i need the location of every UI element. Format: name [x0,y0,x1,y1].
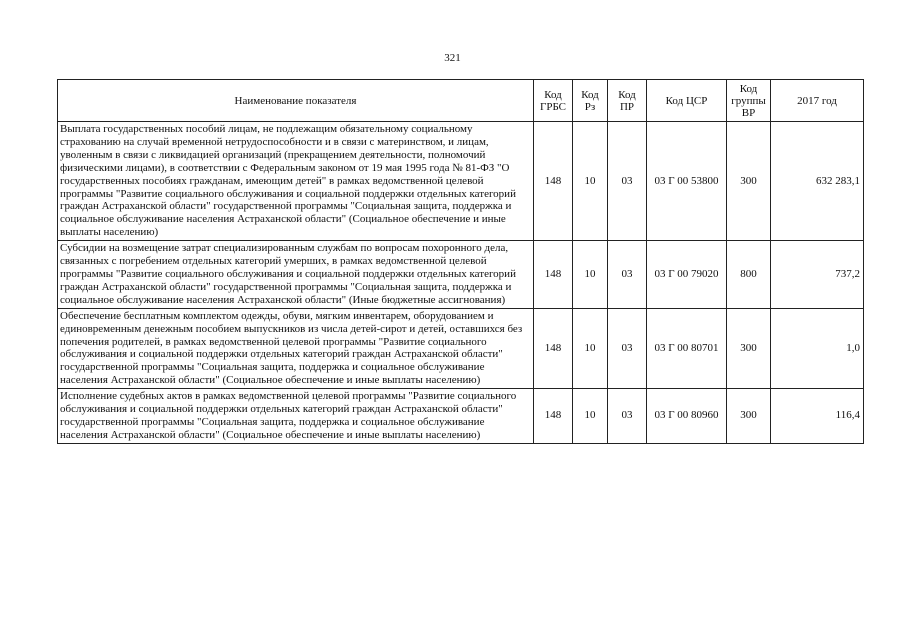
row-vr: 300 [727,122,771,241]
row-pr: 03 [608,308,647,388]
row-name: Субсидии на возмещение затрат специализированным службам по вопросам похоронного дела, связанных с погребением отдельных категорий умерших, в рамках ведомственной целевой программы "Развитие социального обслуживания и социальной поддержки отдельных категорий граждан Астраханской области" государственной программы "Социальная защита, поддержка и социальное обслуживание населения Астраханской области" (Иные бюджетные ассигнования) [58,241,534,309]
row-csr: 03 Г 00 79020 [647,241,727,309]
row-grbs: 148 [534,122,573,241]
row-amount: 737,2 [771,241,864,309]
header-csr: Код ЦСР [647,80,727,122]
row-rz: 10 [573,122,608,241]
header-name: Наименование показателя [58,80,534,122]
table-body [58,122,864,444]
row-amount: 632 283,1 [771,122,864,241]
page-number: 321 [444,52,461,64]
row-name: Исполнение судебных актов в рамках ведомственной целевой программы "Развитие социального обслуживания и социальной поддержки отдельных категорий граждан Астраханской области" государственной программы "Социальная защита, поддержка и социальное обслуживание населения Астраханской области" (Социальное обеспечение и иные выплаты населению) [58,389,534,444]
row-rz: 10 [573,308,608,388]
row-name: Выплата государственных пособий лицам, не подлежащим обязательному социальному страхованию на случай временной нетрудоспособности и в связи с материнством, и лицам, уволенным в связи с ликвидацией организаций (прекращением деятельности, полномочий физическими лицами), в соответствии с Федеральным законом от 19 мая 1995 года № 81-ФЗ "О государственных пособиях гражданам, имеющим детей" в рамках ведомственной целевой программы "Развитие социального обслуживания и социальной поддержки отдельных категорий граждан Астраханской области" государственной программы "Социальная защита, поддержка и социальное обслуживание населения Астраханской области" (Социальное обеспечение и иные выплаты населению) [58,122,534,241]
table-row [58,308,864,388]
row-pr: 03 [608,241,647,309]
row-amount: 1,0 [771,308,864,388]
row-amount: 116,4 [771,389,864,444]
row-rz: 10 [573,241,608,309]
table-row [58,241,864,309]
row-vr: 800 [727,241,771,309]
header-pr: Код ПР [608,80,647,122]
budget-table [57,79,864,444]
row-grbs: 148 [534,308,573,388]
row-grbs: 148 [534,241,573,309]
header-year: 2017 год [771,80,864,122]
header-vr: Код группы ВР [727,80,771,122]
row-vr: 300 [727,308,771,388]
header-grbs: Код ГРБС [534,80,573,122]
row-csr: 03 Г 00 80701 [647,308,727,388]
row-csr: 03 Г 00 80960 [647,389,727,444]
row-pr: 03 [608,122,647,241]
row-csr: 03 Г 00 53800 [647,122,727,241]
row-pr: 03 [608,389,647,444]
row-rz: 10 [573,389,608,444]
header-rz: Код Рз [573,80,608,122]
row-vr: 300 [727,389,771,444]
table-row [58,389,864,444]
row-name: Обеспечение бесплатным комплектом одежды, обуви, мягким инвентарем, оборудованием и единовременным денежным пособием выпускников из числа детей-сирот и детей, оставшихся без попечения родителей, в рамках ведомственной целевой программы "Развитие социального обслуживания и социальной поддержки отдельных категорий граждан Астраханской области" государственной программы "Социальная защита, поддержка и социальное обслуживание населения Астраханской области" (Социальное обеспечение и иные выплаты населению) [58,308,534,388]
row-grbs: 148 [534,389,573,444]
table-header [58,80,864,122]
table-row [58,122,864,241]
header-row [58,80,864,122]
